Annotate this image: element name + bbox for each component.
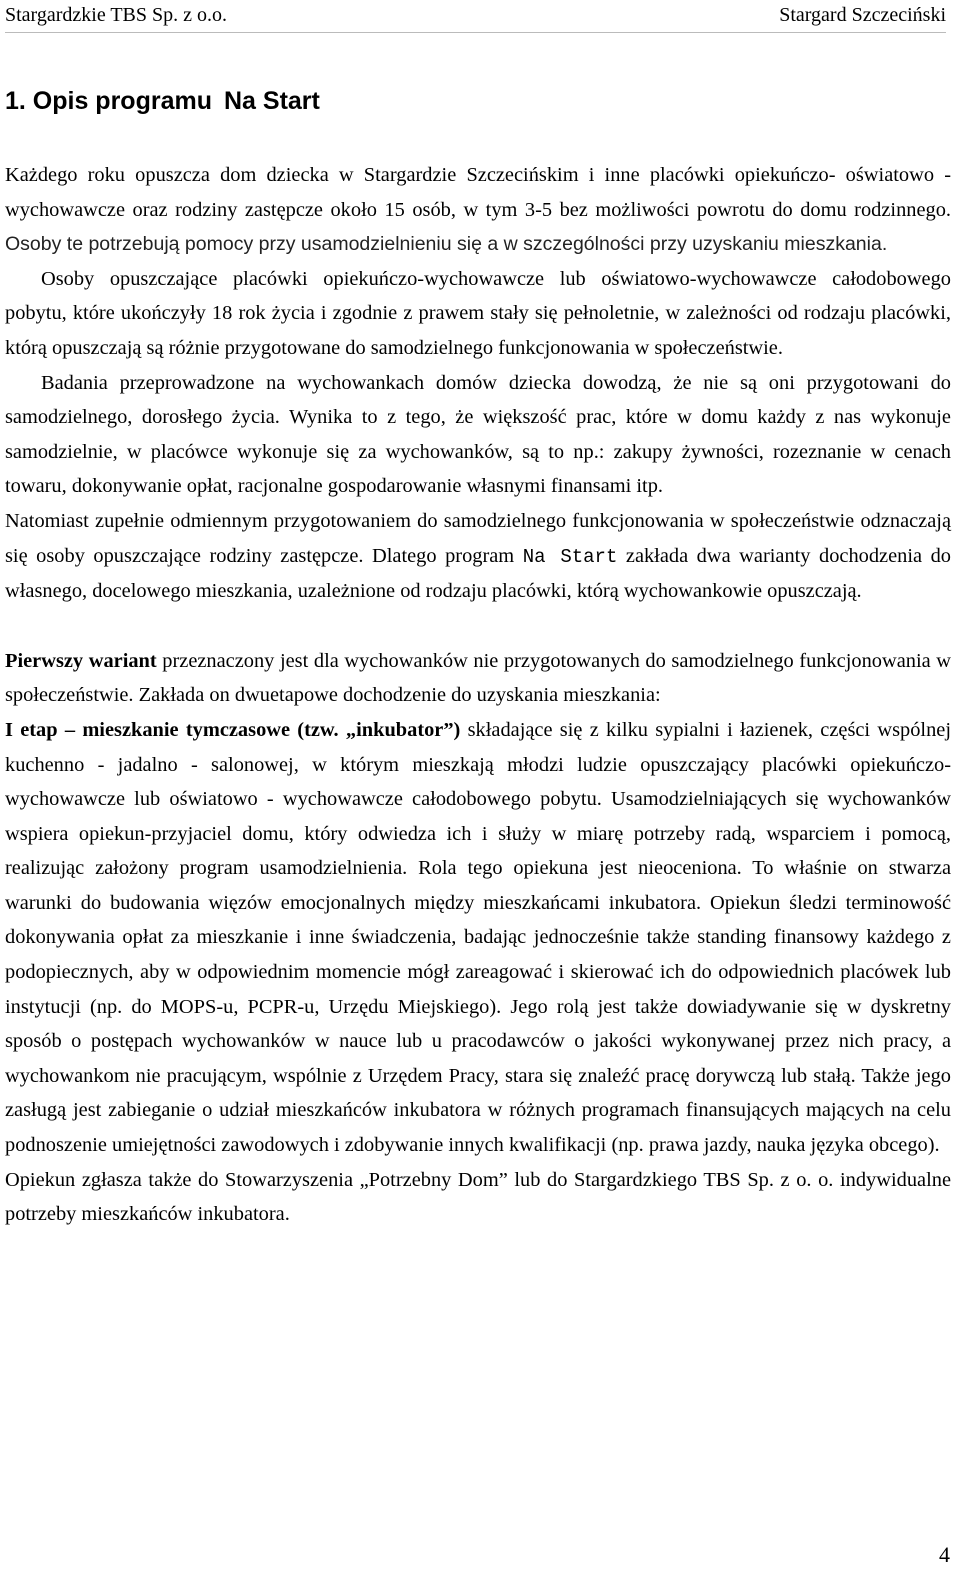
header-city: Stargard Szczeciński — [779, 4, 946, 26]
paragraph-leavers: Osoby opuszczające placówki opiekuńczo-wychowawcze lub oświatowo-wychowawcze całodobowego pobytu, które ukończyły 18 rok życia i zgodnie z prawem stały się pełnoletnie, w zależności od rodzaju placówki, którą opuszczają są różnie przygotowane do samodzielnego funkcjonowania w społeczeństwie. — [5, 267, 951, 359]
paragraph-guardian-reports: Opiekun zgłasza także do Stowarzyszenia „Potrzebny Dom” lub do Stargardzkiego TBS Sp. z o. o. indywidualne potrzeby mieszkańców inkubatora. — [5, 1168, 951, 1226]
program-name: Na Start — [522, 545, 618, 568]
document-body — [5, 158, 951, 1232]
paragraph-foster-variants: zakłada dwa warianty dochodzenia do własnego, docelowego mieszkania, uzależnione od rodzaju placówki, którą wychowankowie opuszczają. — [5, 544, 951, 603]
paragraph-stage-one — [5, 713, 951, 1163]
first-variant-label: Pierwszy wariant — [5, 649, 157, 672]
first-variant-text: przeznaczony jest dla wychowanków nie przygotowanych do samodzielnego funkcjonowania w społeczeństwie. Zakłada on dwuetapowe dochodzenie do uzyskania mieszkania: — [5, 649, 951, 707]
header-company: Stargardzkie TBS Sp. z o.o. — [5, 4, 228, 26]
stage-one-text: składające się z kilku sypialni i łazienek, części wspólnej kuchenno - jadalno - salonowej, w którym mieszkają młodzi ludzie opuszczający placówki opiekuńczo-wychowawcze lub oświatowo - wychowawcze całodobowego pobytu. Usamodzielniających się wychowanków wspiera opiekun-przyjaciel domu, który odwiedza ich i służy w miarę potrzeby radą, wsparciem i pomocą, realizując założony program usamodzielnienia. Rola tego opiekuna jest nieoceniona. To właśnie on stwarza warunki do budowania więzów emocjonalnych między mieszkańcami inkubatora. Opiekun śledzi terminowość dokonywania opłat za mieszkanie i inne świadczenia, badając jednocześnie także standing finansowy każdego z podopiecznych, aby w odpowiednim momencie mógł zareagować i skierować ich do odpowiednich placówek lub instytucji (np. do MOPS-u, PCPR-u, Urzędu Miejskiego). Jego rolą jest także dowiadywanie się w dyskretny sposób o postępach wychowanków w nauce lub u pracodawców o jakości wykonywanej przez nich pracy, a wychowankom nie pracującym, wspólnie z Urzędem Pracy, stara się znaleźć pracę dorywczą lub stałą. Także jego zasługą jest zabieganie o udział mieszkańców inkubatora w różnych programach finansujących mających na celu podnoszenie umiejętności zawodowych i zdobywanie innych kwalifikacji (np. prawa jazdy, nauka języka obcego). — [5, 718, 951, 1157]
paragraph-foster-families — [5, 504, 951, 609]
paragraph-spacer — [5, 609, 951, 644]
page-header — [5, 2, 946, 33]
page-number: 4 — [939, 1542, 950, 1567]
stage-one-label: I etap – mieszkanie tymczasowe (tzw. „inkubator”) — [5, 718, 461, 741]
paragraph-first-variant — [5, 644, 951, 713]
section-title-main: 1. Opis programu — [5, 87, 212, 115]
paragraph-foster-text: Natomiast zupełnie odmiennym przygotowaniem do samodzielnego funkcjonowania w społeczeństwie odznaczają się osoby opuszczające rodziny zastępcze. Dlatego program — [5, 509, 951, 567]
paragraph-intro-needs: Osoby te potrzebują pomocy przy usamodzielnieniu się a w szczególności przy uzyskaniu mieszkania. — [5, 233, 888, 256]
section-title-program: Na Start — [223, 87, 320, 115]
paragraph-intro — [5, 158, 951, 262]
paragraph-research: Badania przeprowadzone na wychowankach domów dziecka dowodzą, że nie są oni przygotowani do samodzielnego, dorosłego życia. Wynika to z tego, że większość prac, które w domu każdy z nas wykonuje samodzielnie, w placówce wykonuje się za wychowanków, są to np.: zakupy żywności, rozeznanie w cenach towaru, dokonywanie opłat, racjonalne gospodarowanie własnymi finansami itp. — [5, 371, 951, 498]
paragraph-intro-text: Każdego roku opuszcza dom dziecka w Stargardzie Szczecińskim i inne placówki opiekuńczo- oświatowo - wychowawcze oraz rodziny zastępcze około 15 osób, w tym 3-5 bez możliwości powrotu do domu rodzinnego. — [5, 164, 951, 221]
section-title — [5, 84, 320, 118]
